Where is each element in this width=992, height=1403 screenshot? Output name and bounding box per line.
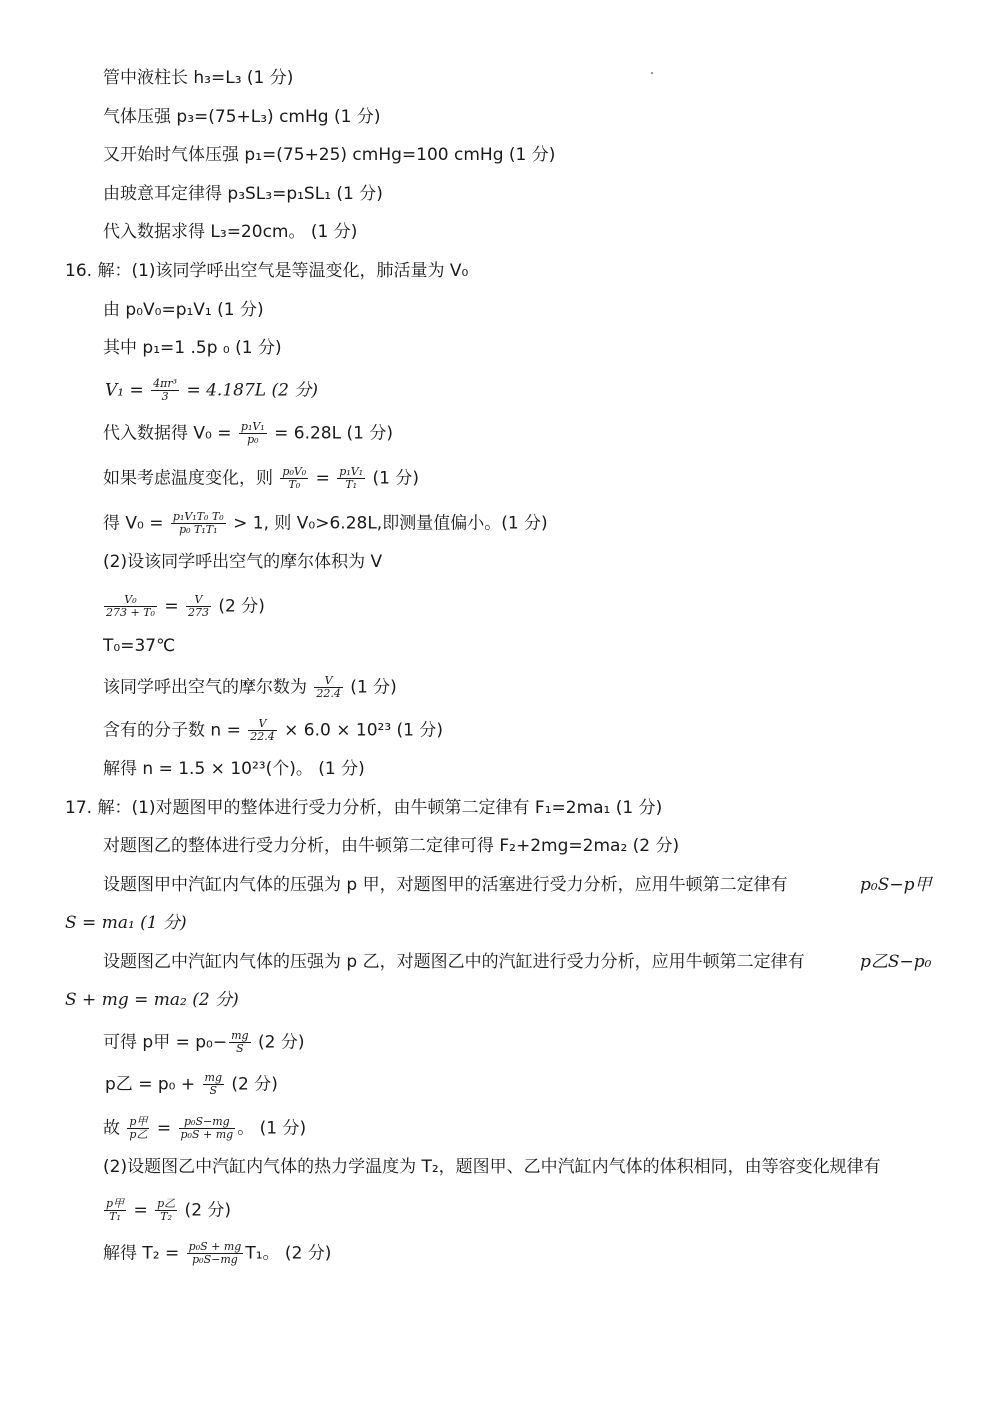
text-line: 管中液柱长 h₃=L₃ (1 分) xyxy=(103,68,294,88)
text-line: 设题图乙中汽缸内气体的压强为 p 乙，对题图乙中的汽缸进行受力分析，应用牛顿第二定律有 xyxy=(103,952,805,972)
text-line: (2)设题图乙中汽缸内气体的热力学温度为 T₂，题图甲、乙中汽缸内气体的体积相同，由等容变化规律有 xyxy=(103,1157,881,1177)
fraction: $\frac{V}{273}$ xyxy=(188,593,210,619)
text-line: (2)设该同学呼出空气的摩尔体积为 V xyxy=(103,552,383,572)
formula-line: p乙 = p₀ + $\frac{mg}{S}$ (2 分) xyxy=(105,1071,278,1097)
text-line: 其中 p₁=1 .5p ₀ (1 分) xyxy=(103,338,282,358)
text-line: 由 p₀V₀=p₁V₁ (1 分) xyxy=(103,300,264,320)
formula-line: $\frac{\text{V₀}}{\text{273 + T₀}}$ = $\frac{V}{273}$ (2 分) xyxy=(106,593,265,619)
text-line: 由玻意耳定律得 p₃SL₃=p₁SL₁ (1 分) xyxy=(103,184,383,204)
formula-line: 故 $\frac{\text{p甲}}{\text{p乙}}$ = $\frac{\text{p₀S−mg}}{\text{p₀S + mg}}$ 。 (1 分) xyxy=(103,1115,307,1141)
fraction: $\frac{\text{p₀S + mg}}{\text{p₀S−mg}}$ xyxy=(188,1240,242,1266)
fraction: $\frac{V}{22.4}$ xyxy=(316,674,341,700)
scan-speck xyxy=(651,72,653,74)
fraction: $\frac{\text{p₁V₁}}{\text{T₁}}$ xyxy=(339,465,364,491)
formula-line: S + mg = ma₂ (2 分) xyxy=(65,990,239,1010)
formula-line: 如果考虑温度变化，则 $\frac{\text{p₀V₀}}{\text{T₀}}$ = $\frac{\text{p₁V₁}}{\text{T₁}}$ (1 分) xyxy=(103,465,419,491)
formula-line: S = ma₁ (1 分) xyxy=(65,913,187,933)
question-17-heading: 17. 解：(1)对题图甲的整体进行受力分析，由牛顿第二定律有 F₁=2ma₁ (1 分) xyxy=(65,798,663,818)
text-line: 对题图乙的整体进行受力分析，由牛顿第二定律可得 F₂+2mg=2ma₂ (2 分) xyxy=(103,836,680,856)
fraction: $\frac{mg}{S}$ xyxy=(231,1029,249,1055)
text-line: T₀=37℃ xyxy=(103,636,176,656)
text-line: 气体压强 p₃=(75+L₃) cmHg (1 分) xyxy=(103,107,381,127)
formula-line: 该同学呼出空气的摩尔数为 $\frac{V}{22.4}$ (1 分) xyxy=(103,674,397,700)
formula-line: 代入数据得 V₀ = $\frac{\text{p₁V₁}}{\text{p₀}}$ = 6.28L (1 分) xyxy=(103,420,393,446)
question-16-heading: 16. 解：(1)该同学呼出空气是等温变化，肺活量为 V₀ xyxy=(65,261,469,281)
fraction: $\frac{\text{p₀S−mg}}{\text{p₀S + mg}}$ xyxy=(180,1115,234,1141)
formula-line: $\frac{\text{p甲}}{\text{T₁}}$ = $\frac{\text{p乙}}{\text{T₂}}$ (2 分) xyxy=(106,1197,232,1223)
formula-line: 得 V₀ = $\frac{\text{p₁V₁T₀ T₀}}{\text{p₀ T₁T₁}}$ > 1, 则 V₀>6.28L,即测量值偏小。(1 分) xyxy=(103,510,548,536)
text-line: 又开始时气体压强 p₁=(75+25) cmHg=100 cmHg (1 分) xyxy=(103,145,556,165)
formula-line: 可得 p甲 = p₀− $\frac{mg}{S}$ (2 分) xyxy=(103,1029,305,1055)
fraction: $\frac{\text{p₁V₁}}{\text{p₀}}$ xyxy=(240,420,265,446)
formula-line: V₁ = $\frac{\text{4πr³}}{3}$ = 4.187L (2 分) xyxy=(105,377,318,403)
text-line: 设题图甲中汽缸内气体的压强为 p 甲，对题图甲的活塞进行受力分析，应用牛顿第二定律有 xyxy=(103,875,788,895)
text-line: 解得 n = 1.5 × 10²³(个)。 (1 分) xyxy=(103,759,365,779)
fraction: $\frac{\text{p₁V₁T₀ T₀}}{\text{p₀ T₁T₁}}$ xyxy=(172,510,224,536)
fraction: $\frac{\text{p甲}}{\text{p乙}}$ xyxy=(129,1115,148,1141)
formula-inline: p乙S−p₀ xyxy=(860,952,932,972)
fraction: $\frac{\text{p₀V₀}}{\text{T₀}}$ xyxy=(282,465,307,491)
fraction: $\frac{V}{22.4}$ xyxy=(250,717,275,743)
fraction: $\frac{\text{p甲}}{\text{T₁}}$ xyxy=(106,1197,125,1223)
fraction: $\frac{mg}{S}$ xyxy=(204,1071,222,1097)
fraction: $\frac{\text{V₀}}{\text{273 + T₀}}$ xyxy=(106,593,155,619)
formula-inline: p₀S−p甲 xyxy=(860,875,932,895)
text-line: 代入数据求得 L₃=20cm。 (1 分) xyxy=(103,222,358,242)
formula-line: 解得 T₂ = $\frac{\text{p₀S + mg}}{\text{p₀S−mg}}$ T₁。 (2 分) xyxy=(103,1240,332,1266)
fraction: $\frac{\text{p乙}}{\text{T₂}}$ xyxy=(157,1197,176,1223)
formula-line: 含有的分子数 n = $\frac{V}{22.4}$ × 6.0 × 10²³ (1 分) xyxy=(103,717,444,743)
fraction: $\frac{\text{4πr³}}{3}$ xyxy=(153,377,178,403)
